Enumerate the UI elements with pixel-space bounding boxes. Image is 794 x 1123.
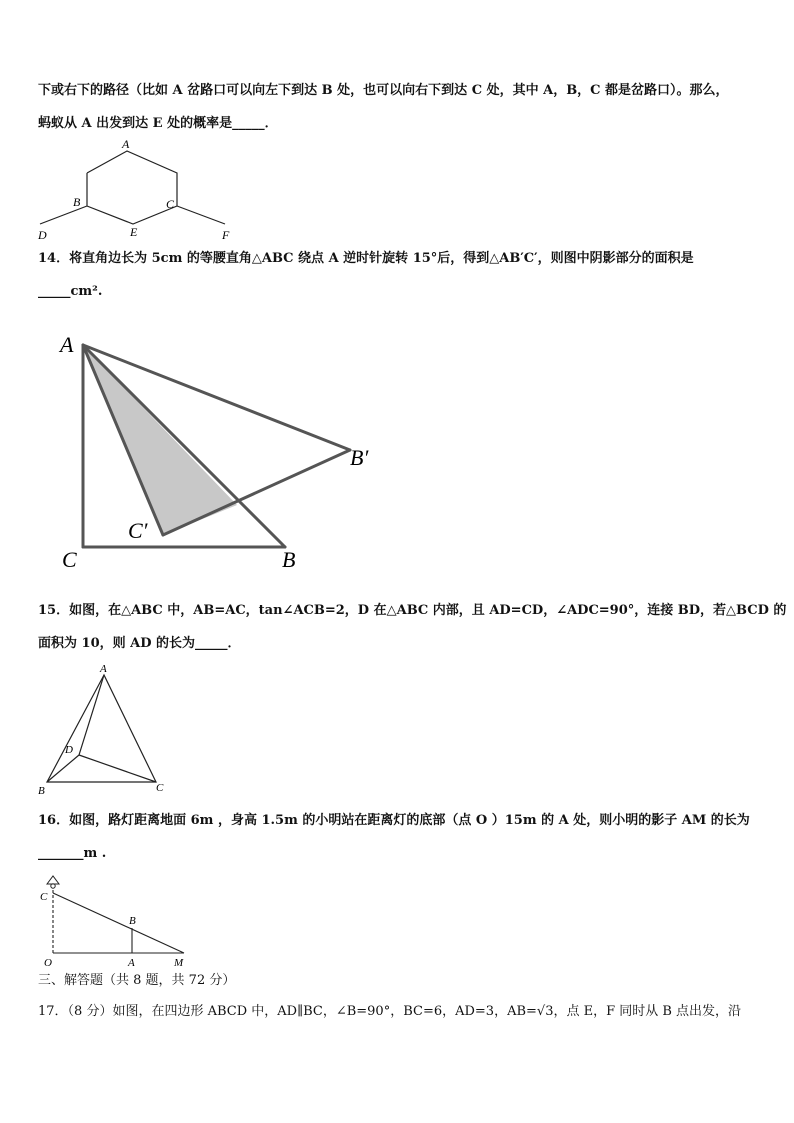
q15-triangle-figure (30, 658, 180, 798)
label-o: O (44, 957, 52, 968)
label-a: A (60, 332, 74, 357)
label-a: A (100, 663, 107, 675)
road-c-to-f (177, 206, 225, 224)
lamp-icon (47, 876, 59, 888)
q15-text-line1: 15．如图，在△ABC 中，AB=AC，tan∠ACB=2，D 在△ABC 内部，且 AD=CD，∠ADC=90°，连接 BD，若△BCD 的 (38, 603, 787, 618)
light-ray-cm (53, 893, 184, 953)
label-c-prime: C′ (128, 518, 148, 543)
label-b: B (73, 195, 81, 209)
q15-text-line2: 面积为 10，则 AD 的长为_____． (38, 636, 241, 651)
label-b-prime: B′ (350, 445, 369, 470)
q13-hexagon-figure (30, 136, 250, 244)
label-e: E (130, 225, 138, 239)
q16-text-line2: _______m . (38, 846, 107, 861)
q14-rotation-figure (50, 320, 390, 575)
triangle-abc (47, 675, 156, 782)
label-c: C (166, 197, 175, 211)
q14-text-line2: _____cm². (38, 284, 103, 299)
label-c: C (40, 891, 48, 903)
q16-lamp-figure (34, 868, 194, 968)
shaded-region (83, 345, 237, 535)
hexagon-edges (87, 151, 177, 224)
q17-text-line1: 17．（8 分）如图，在四边形 ABCD 中，AD∥BC，∠B=90°，BC=6，AD=3，AB=√3，点 E，F 同时从 B 点出发，沿 (38, 1004, 742, 1019)
label-d: D (65, 744, 73, 756)
q16-text-line1: 16．如图，路灯距离地面 6m ，身高 1.5m 的小明站在距离灯的底部（点 O ）15m 的 A 处，则小明的影子 AM 的长为 (38, 813, 750, 828)
q13-text-line1: 下或右下的路径（比如 A 岔路口可以向左下到达 B 处，也可以向右下到达 C 处，其中 A，B，C 都是岔路口）。那么， (38, 83, 729, 98)
q14-text-line1: 14．将直角边长为 5cm 的等腰直角△ABC 绕点 A 逆时针旋转 15°后，得到△AB′C′，则图中阴影部分的面积是 (38, 251, 694, 266)
label-a: A (128, 957, 135, 968)
label-f: F (222, 228, 230, 242)
label-c: C (62, 547, 77, 572)
label-m: M (174, 957, 184, 968)
segment-bd (47, 755, 79, 782)
label-b: B (38, 785, 45, 797)
label-d: D (38, 228, 47, 242)
label-b: B (282, 547, 296, 572)
label-b: B (129, 915, 136, 927)
section3-heading: 三、解答题（共 8 题，共 72 分） (38, 973, 236, 988)
q13-text-line2: 蚂蚁从 A 出发到达 E 处的概率是_____． (38, 116, 278, 131)
label-a: A (122, 137, 130, 151)
label-c: C (156, 782, 164, 794)
